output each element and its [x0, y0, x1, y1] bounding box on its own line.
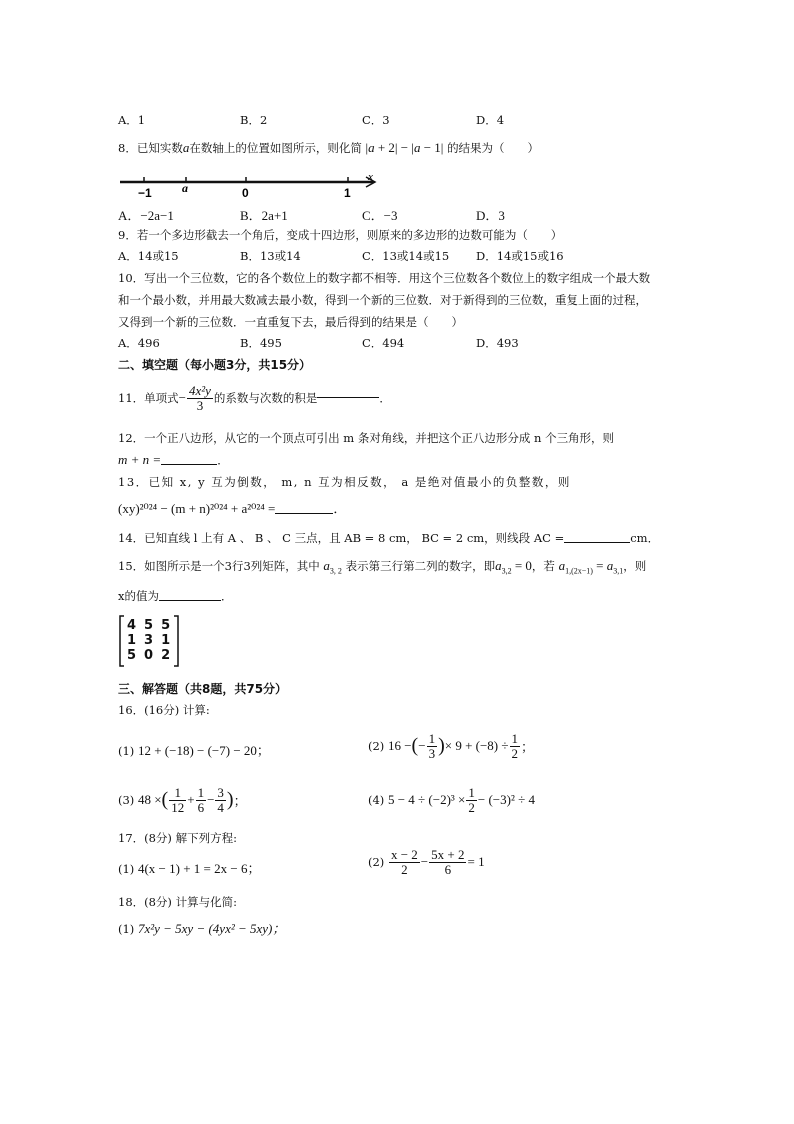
q11-prefix: 11．单项式 [118, 391, 179, 406]
q17-p1-label: (1) [118, 862, 135, 876]
q15-answer-blank [159, 599, 221, 601]
q16-stem: 16．(16分) 计算: [118, 703, 210, 717]
q14-answer-blank [564, 541, 630, 543]
matrix-cell: 4 [127, 618, 137, 633]
q17-p2-fraction-2 [429, 848, 466, 876]
q16-part-2: (2) 16 −(− $\frac{1}{3}$ )× 9 + (−8) ÷ $\frac{1}{2}$ ； [368, 731, 535, 761]
q11-denominator: 3 [196, 397, 204, 413]
q17-p1-equation: 4(x − 1) + 1 = 2x − 6； [137, 861, 261, 876]
q8-stem-a: 8．已知实数 [118, 141, 183, 155]
q16-p4-a: 5 − 4 ÷ (−2)³ × [387, 792, 466, 808]
q10-option-a: A．496 [118, 336, 160, 350]
q12-expression: m + n = [118, 452, 162, 467]
q11-answer-blank [317, 396, 379, 398]
q16-p2-a: 16 − [387, 738, 412, 754]
q16-p1-expression: 12 + (−18) − (−7) − 20； [137, 743, 270, 758]
q8-option-c: C．−3 [362, 208, 398, 223]
q14 [118, 530, 659, 546]
q18-part-1 [118, 918, 285, 937]
q13-line-1: 13．已知 x, y 互为倒数， m, n 互为相反数， a 是绝对值最小的负整数，则 [118, 475, 571, 489]
q12-answer-blank [161, 463, 217, 465]
label-x: x [368, 171, 373, 183]
q16-p3-c: ； [233, 793, 247, 809]
matrix-cell: 2 [161, 648, 171, 663]
q11-numerator: 4x²y [188, 383, 211, 398]
q17-p2-num-1: x − 2 [390, 847, 418, 862]
q15-example: $a_{3,2} = 0$ [495, 558, 532, 576]
q15-line-2-text: x的值为 [118, 589, 159, 603]
q16-p4-b: − (−3)² ÷ 4 [477, 792, 535, 808]
q17-part-2: (2) $\frac{x - 2}{2}$ − $\frac{5x + 2}{6}$ = 1 [368, 847, 485, 877]
q13-end: ． [333, 501, 347, 516]
q16-p2-fraction-1-3: $\frac{1}{3}$ [428, 731, 436, 761]
q17-p2-fraction-1 [389, 848, 420, 876]
q10-option-d: D．493 [476, 336, 519, 350]
q7-option-b: B．2 [240, 113, 268, 127]
q16-part-1 [118, 740, 270, 759]
q11-fraction [187, 384, 213, 412]
q12-line-2 [118, 452, 229, 468]
q15-end: ． [221, 589, 233, 603]
matrix-cell: 5 [161, 618, 171, 633]
q15-text-b: 表示第三行第二列的数字，即 [345, 559, 496, 573]
q17-p2-den-1: 2 [401, 861, 408, 877]
q10-line-3: 又得到一个新的三位数．一直重复下去，最后得到的结果是（ ） [118, 315, 463, 329]
q12-line-1: 12．一个正八边形，从它的一个顶点可引出 m 条对角线，并把这个正八边形分成 n 个三角形，则 [118, 431, 615, 445]
q17-p2-num-2: 5x + 2 [431, 847, 465, 862]
q16-p4-label: (4) [368, 793, 385, 808]
q10-line-1: 10．写出一个三位数，它的各个数位上的数字都不相等．用这个三位数各个数位上的数字组成一个最大数 [118, 271, 651, 285]
q16-p2-fraction-1-2: $\frac{1}{2}$ [511, 731, 519, 761]
matrix-cell: 1 [161, 633, 171, 648]
label-minus-1: −1 [138, 186, 152, 200]
q8-stem-c: 的结果为（ ） [447, 141, 540, 155]
q17-part-1 [118, 858, 260, 877]
q10-line-2: 和一个最小数，并用最大数减去最小数，得到一个新的三位数．对于新得到的三位数，重复上面的过程， [118, 293, 647, 307]
q13-line-2 [118, 498, 346, 517]
q17-p2-den-2: 6 [444, 861, 452, 877]
q9-option-d: D．14或15或16 [476, 249, 564, 263]
q8-option-d: D．3 [476, 208, 505, 223]
matrix-cell: 5 [144, 618, 154, 633]
q16-p2-label: (2) [368, 739, 385, 754]
label-1: 1 [344, 186, 351, 200]
q17-stem: 17．(8分) 解下列方程: [118, 831, 237, 845]
q16-p3-fraction-3-4: $\frac{3}{4}$ [217, 785, 224, 815]
q15-text-c: ，若 [531, 559, 555, 573]
q8-abs-expression: |a + 2| − |a − 1| [365, 140, 444, 155]
q16-p3-label: (3) [118, 793, 135, 808]
section-2-title: 二、填空题（每小题3分，共15分） [118, 358, 312, 372]
q18-p1-expression: 7x²y − 5xy − (4yx² − 5xy)； [137, 921, 286, 936]
matrix-row [123, 633, 174, 648]
q15-line-2 [118, 588, 233, 604]
q9-option-c: C．13或14或15 [362, 249, 450, 263]
q18-p1-label: (1) [118, 922, 135, 936]
q15-text-a: 15．如图所示是一个3行3列矩阵，其中 [118, 559, 320, 573]
q12-end: ． [217, 453, 229, 467]
label-a: a [182, 181, 188, 195]
q15-notation-a32: $a_{3, 2}$ [323, 558, 342, 576]
q11-end: ． [379, 391, 391, 406]
q15-text-d: ，则 [623, 559, 647, 573]
section-3-title: 三、解答题（共8题，共75分） [118, 682, 288, 696]
q9-stem: 9．若一个多边形截去一个角后，变成十四边形，则原来的多边形的边数可能为（ ） [118, 228, 563, 242]
q8-option-b: B．2a+1 [240, 208, 288, 223]
matrix-cell: 3 [144, 633, 154, 648]
q18-stem: 18．(8分) 计算与化简: [118, 895, 237, 909]
label-0: 0 [242, 186, 249, 200]
q17-p2-end: = 1 [467, 854, 485, 870]
matrix-cell: 0 [144, 648, 154, 663]
q9-option-a: A．14或15 [118, 249, 179, 263]
q16-p1-label: (1) [118, 744, 135, 758]
q9-option-b: B．13或14 [240, 249, 301, 263]
matrix-row [123, 648, 174, 663]
matrix-cell: 1 [127, 633, 137, 648]
q8-stem-b: 在数轴上的位置如图所示，则化简 [189, 141, 362, 155]
q16-part-3: (3) 48 ×( $\frac{1}{12}$ + $\frac{1}{6}$ − $\frac{3}{4}$ )； [118, 785, 247, 815]
q11-suffix: 的系数与次数的积是 [213, 391, 318, 406]
q15-line-1 [118, 558, 646, 576]
q8-var-a: a [182, 140, 190, 155]
q15-condition: $a_{1,(2x-1)} = a_{3,1}$ [558, 558, 624, 576]
q8-stem [118, 140, 539, 156]
q16-p2-b: × 9 + (−8) ÷ [444, 738, 509, 754]
number-line [116, 170, 386, 200]
q16-part-4 [368, 786, 535, 814]
q7-option-c: C．3 [362, 113, 390, 127]
matrix-row [123, 618, 174, 633]
q10-option-b: B．495 [240, 336, 282, 350]
q14-text: 14．已知直线 l 上有 A 、 B 、 C 三点，且 AB = 8 cm， BC = 2 cm，则线段 AC = [118, 531, 565, 545]
q16-p3-a: 48 × [137, 792, 162, 808]
q16-p3-fraction-1-6: $\frac{1}{6}$ [197, 785, 205, 815]
matrix-table [123, 618, 174, 663]
q16-p4-fraction-1-2: $\frac{1}{2}$ [468, 785, 475, 815]
q8-option-a: A．−2a−1 [118, 208, 174, 223]
q7-option-a: A．1 [118, 113, 146, 127]
matrix-cell: 5 [127, 648, 137, 663]
q13-expression: (xy)²⁰²⁴ − (m + n)²⁰²⁴ + a²⁰²⁴ = [118, 501, 276, 516]
q10-option-c: C．494 [362, 336, 405, 350]
q17-p2-label: (2) [368, 855, 385, 870]
q13-answer-blank [275, 512, 333, 514]
q16-p3-fraction-1-12: $\frac{1}{12}$ [171, 785, 185, 815]
q14-unit: cm． [630, 531, 660, 545]
q7-option-d: D．4 [476, 113, 505, 127]
q11: 11．单项式− $\frac{\text{4x²y}}{3}$ 的系数与次数的积是 ． [118, 383, 391, 413]
q16-p2-c: ； [521, 739, 535, 755]
